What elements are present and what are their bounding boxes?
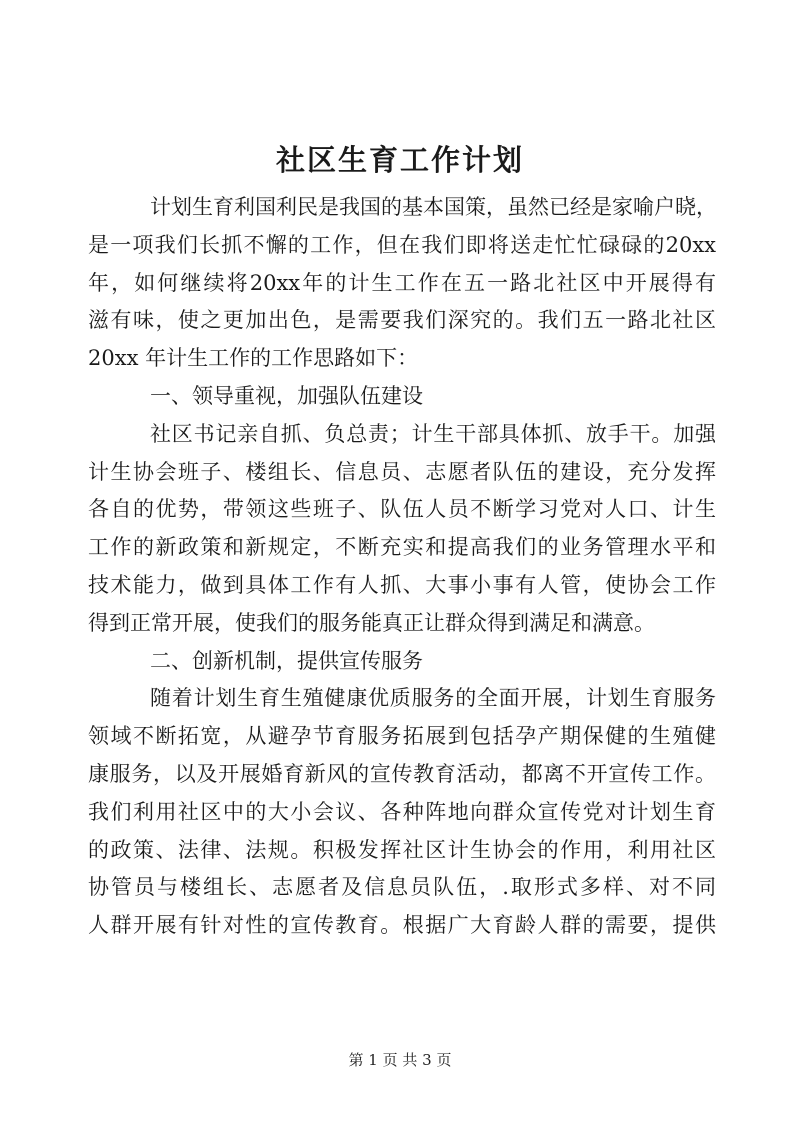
page-footer: 第 1 页 共 3 页 <box>348 1051 452 1069</box>
paragraph-line: 计生协会班子、楼组长、信息员、志愿者队伍的建设，充分发挥 <box>88 459 716 484</box>
document-title: 社区生育工作计划 <box>275 143 524 177</box>
paragraph-line: 协管员与楼组长、志愿者及信息员队伍，.取形式多样、对不同 <box>88 875 716 900</box>
paragraph-line: 得到正常开展，使我们的服务能真正让群众得到满足和满意。 <box>88 610 655 635</box>
paragraph-line: 20xx 年计生工作的工作思路如下： <box>88 346 419 371</box>
paragraph-line: 的政策、法律、法规。积极发挥社区计生协会的作用，利用社区 <box>88 837 716 862</box>
paragraph-line: 我们利用社区中的大小会议、各种阵地向群众宣传党对计划生育 <box>88 799 716 824</box>
paragraph-line: 人群开展有针对性的宣传教育。根据广大育龄人群的需要，提供 <box>88 913 716 938</box>
paragraph-line: 计划生育利国利民是我国的基本国策，虽然已经是家喻户晓， <box>150 195 717 219</box>
paragraph-line: 滋有味，使之更加出色，是需要我们深究的。我们五一路北社区 <box>88 308 716 333</box>
paragraph-line: 康服务，以及开展婚育新风的宣传教育活动，都离不开宣传工作。 <box>88 761 716 786</box>
section-heading: 一、领导重视，加强队伍建设 <box>150 383 423 408</box>
paragraph-line: 工作的新政策和新规定，不断充实和提高我们的业务管理水平和 <box>88 535 716 560</box>
paragraph-line: 各自的优势，带领这些班子、队伍人员不断学习党对人口、计生 <box>88 497 716 522</box>
paragraph-line: 社区书记亲自抓、负总责；计生干部具体抓、放手干。加强 <box>150 421 716 446</box>
paragraph-line: 年，如何继续将20xx年的计生工作在五一路北社区中开展得有 <box>88 270 716 295</box>
paragraph-line: 随着计划生育生殖健康优质服务的全面开展，计划生育服务 <box>150 686 716 711</box>
paragraph-line: 是一项我们长抓不懈的工作，但在我们即将送走忙忙碌碌的20xx <box>88 232 716 257</box>
paragraph-line: 领域不断拓宽，从避孕节育服务拓展到包括孕产期保健的生殖健 <box>88 724 716 749</box>
paragraph-line: 技术能力，做到具体工作有人抓、大事小事有人管，使协会工作 <box>88 572 716 597</box>
section-heading: 二、创新机制，提供宣传服务 <box>150 648 423 673</box>
document-body <box>88 189 716 945</box>
